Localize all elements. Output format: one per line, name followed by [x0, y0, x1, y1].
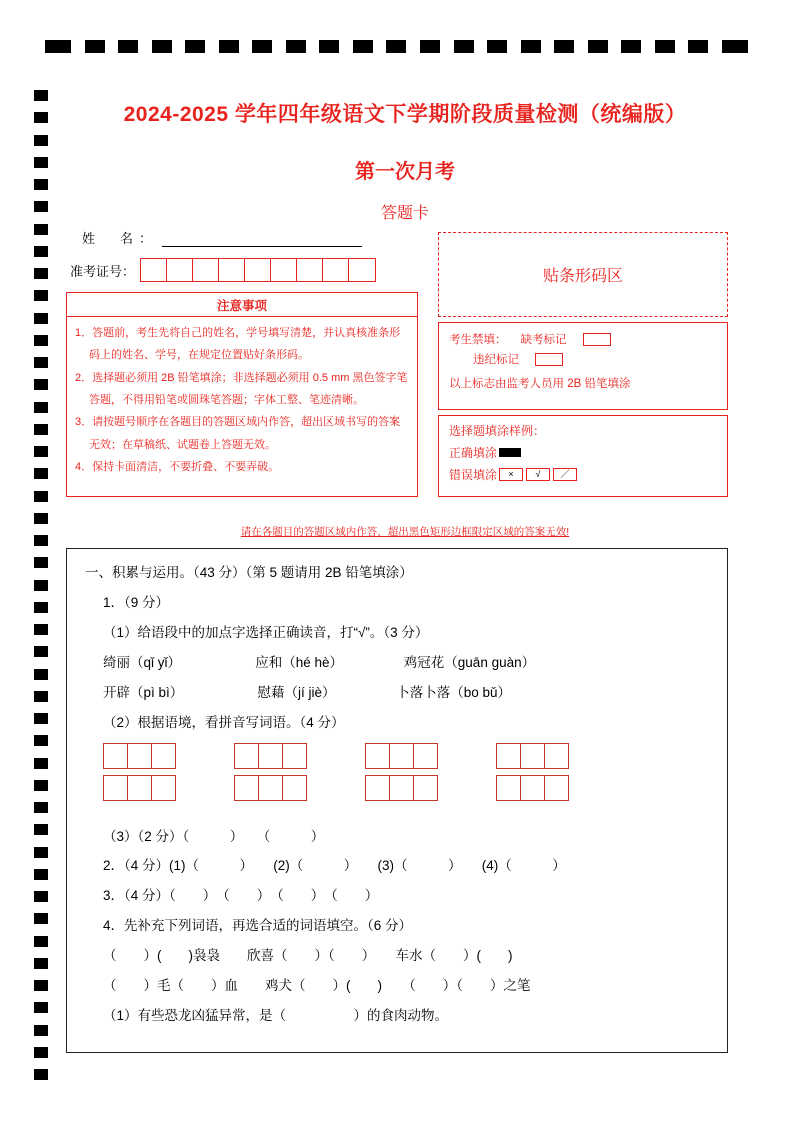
exam-name: 第一次月考: [355, 161, 455, 183]
invigilator-marks-box: [438, 322, 728, 410]
exam-id-label: 准考证号：: [70, 263, 136, 279]
grid-cell[interactable]: [366, 744, 390, 768]
grid-cell[interactable]: [152, 776, 176, 800]
exam-id-boxes[interactable]: [140, 258, 376, 282]
pinyin-writing-grids[interactable]: [85, 743, 709, 801]
grid-cell[interactable]: [283, 744, 307, 768]
exam-id-cell[interactable]: [323, 259, 349, 281]
answer-card-label: 答题卡: [380, 205, 429, 222]
grid-cell[interactable]: [259, 776, 283, 800]
question-line: （ ）( )袅袅 欣喜（ ）（ ） 车水（ ）( ): [103, 948, 513, 964]
wrong-mark-slash-icon: ／: [553, 468, 577, 481]
sample-correct-label: 正确填涂: [449, 446, 498, 460]
grid-cell[interactable]: [414, 744, 438, 768]
forbid-title: 考生禁填：: [449, 334, 507, 346]
answer-region[interactable]: [66, 548, 728, 1053]
writing-grid-group[interactable]: [496, 743, 569, 769]
grid-cell[interactable]: [390, 744, 414, 768]
writing-grid-group[interactable]: [103, 743, 176, 769]
sample-wrong-label: 错误填涂: [449, 468, 498, 482]
absent-mark-label: 缺考标记: [520, 334, 567, 346]
barcode-area-label: 贴条形码区: [542, 268, 623, 285]
barcode-paste-area: [438, 232, 728, 317]
question-line: 1．（9 分）: [103, 594, 170, 610]
writing-grid-group[interactable]: [365, 775, 438, 801]
absent-mark-bubble[interactable]: [583, 333, 611, 346]
violation-mark-bubble[interactable]: [535, 353, 563, 366]
grid-cell[interactable]: [235, 744, 259, 768]
grid-row[interactable]: [103, 775, 709, 801]
grid-cell[interactable]: [104, 744, 128, 768]
question-line: 4．先补充下列词语，再选合适的词语填空。（6 分）: [103, 918, 413, 934]
question-line: （2）根据语境，看拼音写词语。（4 分）: [103, 714, 345, 730]
grid-cell[interactable]: [104, 776, 128, 800]
notice-title: 注意事项: [67, 293, 417, 317]
notice-item: 无效；在草稿纸、试题卷上答题无效。: [89, 438, 276, 451]
name-input-line[interactable]: [162, 231, 362, 247]
question-line: （1）有些恐龙凶猛异常，是（ ）的食肉动物。: [103, 1008, 449, 1024]
section-title: 一、积累与运用。（43 分）（第 5 题请用 2B 铅笔填涂）: [85, 565, 413, 580]
question-line: （3）（2 分）（ ） （ ）: [103, 828, 325, 844]
wrong-sample-marks: [499, 468, 580, 481]
notice-item: 1．答题前，考生先将自己的姓名，学号填写清楚，并认真核准条形: [75, 327, 401, 339]
left-timing-marks: [34, 90, 48, 1080]
exam-id-cell[interactable]: [193, 259, 219, 281]
grid-cell[interactable]: [497, 776, 521, 800]
grid-cell[interactable]: [414, 776, 438, 800]
grid-cell[interactable]: [390, 776, 414, 800]
notice-item: 2．选择题必须用 2B 铅笔填涂；非选择题必须用 0.5 mm 黑色签字笔: [75, 371, 408, 384]
exam-id-cell[interactable]: [167, 259, 193, 281]
grid-cell[interactable]: [545, 744, 569, 768]
grid-row[interactable]: [103, 743, 709, 769]
grid-cell[interactable]: [521, 776, 545, 800]
question-line: 2．（4 分）(1)（ ） (2)（ ） (3)（ ） (4)（ ）: [103, 858, 566, 874]
grid-cell[interactable]: [128, 744, 152, 768]
sample-wrong-row: [449, 466, 717, 483]
top-timing-marks: [45, 40, 748, 53]
violation-mark-label: 违纪标记: [473, 354, 519, 366]
writing-grid-group[interactable]: [365, 743, 438, 769]
grid-cell[interactable]: [497, 744, 521, 768]
page-title: 2024-2025 学年四年级语文下学期阶段质量检测（统编版）: [123, 103, 687, 126]
grid-cell[interactable]: [283, 776, 307, 800]
grid-cell[interactable]: [128, 776, 152, 800]
question-line: 绮丽（qǐ yǐ） 应和（hé hè） 鸡冠花（guān guàn）: [103, 654, 536, 670]
grid-cell[interactable]: [235, 776, 259, 800]
wrong-mark-check-icon: √: [526, 468, 550, 481]
invigilator-footnote: 以上标志由监考人员用 2B 铅笔填涂: [449, 378, 631, 390]
wrong-mark-cross-icon: ×: [499, 468, 523, 481]
sample-title: 选择题填涂样例：: [449, 424, 546, 438]
grid-cell[interactable]: [259, 744, 283, 768]
notice-item: 码上的姓名、学号，在规定位置贴好条形码。: [89, 349, 309, 362]
question-line: （ ）毛（ ）血 鸡犬（ ）( ) （ ）（ ）之笔: [103, 978, 531, 994]
question-line: （1）给语段中的加点字选择正确读音，打“√”。（3 分）: [103, 624, 429, 640]
grid-cell[interactable]: [366, 776, 390, 800]
blank-space: [85, 809, 709, 827]
writing-grid-group[interactable]: [234, 743, 307, 769]
notice-item: 答题，不得用铅笔或圆珠笔答题；字体工整、笔迹清晰。: [89, 394, 364, 407]
absent-mark-row: [449, 331, 717, 347]
filled-bubble-icon: [499, 448, 521, 457]
question-line: 3．（4 分）（ ） （ ） （ ） （ ）: [103, 888, 379, 904]
writing-grid-group[interactable]: [496, 775, 569, 801]
writing-grid-group[interactable]: [234, 775, 307, 801]
name-field-row: [82, 228, 362, 247]
region-warning-text: 请在各题目的答题区域内作答，超出黑色矩形边框限定区域的答案无效!: [240, 526, 570, 538]
fill-sample-box: [438, 415, 728, 497]
notice-box: [66, 292, 418, 497]
exam-id-cell[interactable]: [219, 259, 245, 281]
exam-id-cell[interactable]: [141, 259, 167, 281]
exam-id-cell[interactable]: [349, 259, 375, 281]
question-line: 开辟（pì bì） 慰藉（jí jiè） 卜落卜落（bo bǔ）: [103, 684, 512, 700]
grid-cell[interactable]: [545, 776, 569, 800]
grid-cell[interactable]: [152, 744, 176, 768]
notice-item: 4．保持卡面清洁，不要折叠、不要弄破。: [75, 461, 280, 474]
exam-id-row: [70, 258, 376, 282]
exam-id-cell[interactable]: [297, 259, 323, 281]
violation-mark-row: [449, 351, 717, 367]
sample-correct-row: [449, 444, 717, 461]
notice-item: 3．请按题号顺序在各题目的答题区域内作答，超出区域书写的答案: [75, 416, 401, 429]
exam-id-cell[interactable]: [271, 259, 297, 281]
notice-body: [67, 317, 417, 477]
name-label: 姓 名：: [82, 231, 159, 246]
grid-cell[interactable]: [521, 744, 545, 768]
writing-grid-group[interactable]: [103, 775, 176, 801]
exam-id-cell[interactable]: [245, 259, 271, 281]
